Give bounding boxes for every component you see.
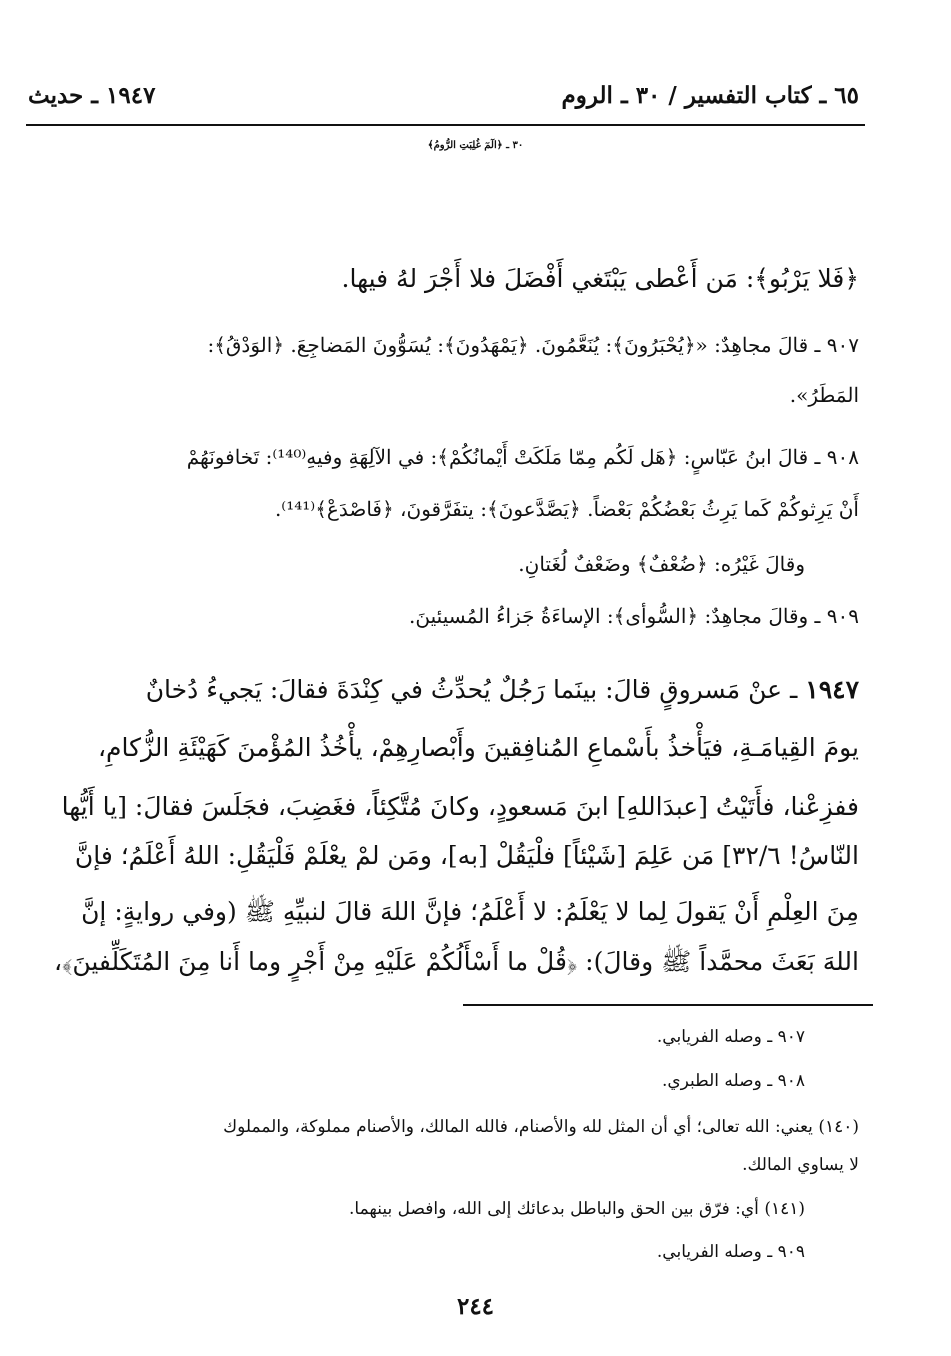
hadith-line-5: مِنَ العِلْمِ أَنْ يَقولَ لِما لا يَعْلَمُ: لا أَعْلَمُ؛ فإنَّ اللهَ قالَ لنبيِّهِ ﷺ (وفي روايةٍ: إنَّ <box>81 897 859 926</box>
hadith-line-6: اللهَ بَعَثَ محمَّداً ﷺ وقالَ): ﴿قُلْ ما أَسْأَلُكُمْ عَلَيْهِ مِنْ أَجْرٍ وما أَنا مِنَ المُتَكَلِّفينَ﴾، <box>53 947 859 976</box>
header-hadith-number: ١٩٤٧ ـ حديث <box>28 82 156 109</box>
note-907-line-1: ٩٠٧ ـ قالَ مجاهِدٌ: «﴿يُحْبَرُونَ﴾: يُنَعَّمُونَ. ﴿يَمْهَدُونَ﴾: يُسَوُّونَ المَضاجِعَ. ﴿الوَدْقُ﴾: <box>207 333 859 357</box>
note-908-line-1: ٩٠٨ ـ قالَ ابنُ عَبّاسٍ: ﴿هَل لَكُم مِمّا مَلَكَتْ أَيْمانُكُمْ﴾: في الآلِهَةِ وفيهِ⁽¹⁴⁰⁾: تَخافونَهُمْ <box>186 445 859 469</box>
footnote-141: (١٤١) أي: فرّق بين الحق والباطل بدعائك إلى الله، وافصل بينهما. <box>348 1199 805 1219</box>
footnote-909: ٩٠٩ ـ وصله الفريابي. <box>656 1242 805 1262</box>
chapter-title: ٣٠ ـ ﴿الٓمٓ غُلِبَتِ الرُّومُ﴾ <box>427 140 524 151</box>
note-909-line: ٩٠٩ ـ وقالَ مجاهِدٌ: ﴿السُّوأى﴾: الإساءَةُ جَزاءُ المُسيئينَ. <box>409 604 859 628</box>
footnote-907: ٩٠٧ ـ وصله الفريابي. <box>656 1027 805 1047</box>
footnote-908: ٩٠٨ ـ وصله الطبري. <box>661 1071 805 1091</box>
footnote-140-line-1: (١٤٠) يعني: الله تعالى؛ أي أن المثل لله والأصنام، فالله المالك، والأصنام مملوكة، والمملوك <box>223 1117 859 1137</box>
footnote-140-line-2: لا يساوي المالك. <box>742 1155 859 1175</box>
footnote-divider <box>463 1004 873 1006</box>
header-divider <box>26 124 865 126</box>
hadith-line-1-text: ـ عنْ مَسروقٍ قالَ: بينَما رَجُلٌ يُحدِّثُ في كِنْدَةَ فقالَ: يَجيءُ دُخانٌ <box>145 675 806 704</box>
hadith-line-2: يومَ القِيامَـةِ، فيَأْخذُ بأَسْماعِ المُنافِقينَ وأَبْصارِهِمْ، يأْخُذُ المُؤْمنَ كَهَيْئَةِ الزُّكامِ، <box>97 733 859 762</box>
page-number: ٢٤٤ <box>456 1293 495 1320</box>
hadith-line-1 <box>146 675 859 704</box>
note-907-line-2: المَطَرُ». <box>789 383 859 407</box>
running-header <box>28 82 859 116</box>
intro-line: ﴿فَلا يَرْبُو﴾: مَن أَعْطى يَبْتَغي أَفْضَلَ فلا أَجْرَ لهُ فيها. <box>341 264 859 293</box>
note-908-line-2: أَنْ يَرِثوكُمْ كَما يَرِثُ بَعْضُكُمْ بَعْضاً. ﴿يَصَّدَّعونَ﴾: يتفَرَّقونَ، ﴿فَاصْدَعْ﴾⁽¹⁴¹⁾. <box>274 497 859 521</box>
note-other-line: وقالَ غَيْرُه: ﴿ضُعْفٌ﴾ وضَعْفٌ لُغَتانِ. <box>518 552 805 576</box>
hadith-line-3: ففزِعْنا، فأَتَيْتُ [عبدَاللهِ] ابنَ مَسعودٍ، وكانَ مُتَّكِئاً، فغَضِبَ، فجَلَسَ فقالَ: [يا أَيُّها <box>61 792 859 821</box>
hadith-number: ١٩٤٧ <box>805 675 859 704</box>
header-book-chapter: ٦٥ ـ كتاب التفسير / ٣٠ ـ الروم <box>561 82 859 109</box>
hadith-line-4: النّاسُ! ٣٢/٦] مَن عَلِمَ [شَيْئاً] فلْيَقُلْ [به]، ومَن لمْ يعْلَمْ فَلْيَقُلِ: اللهُ أَعْلَمُ؛ فإنَّ <box>74 841 859 870</box>
